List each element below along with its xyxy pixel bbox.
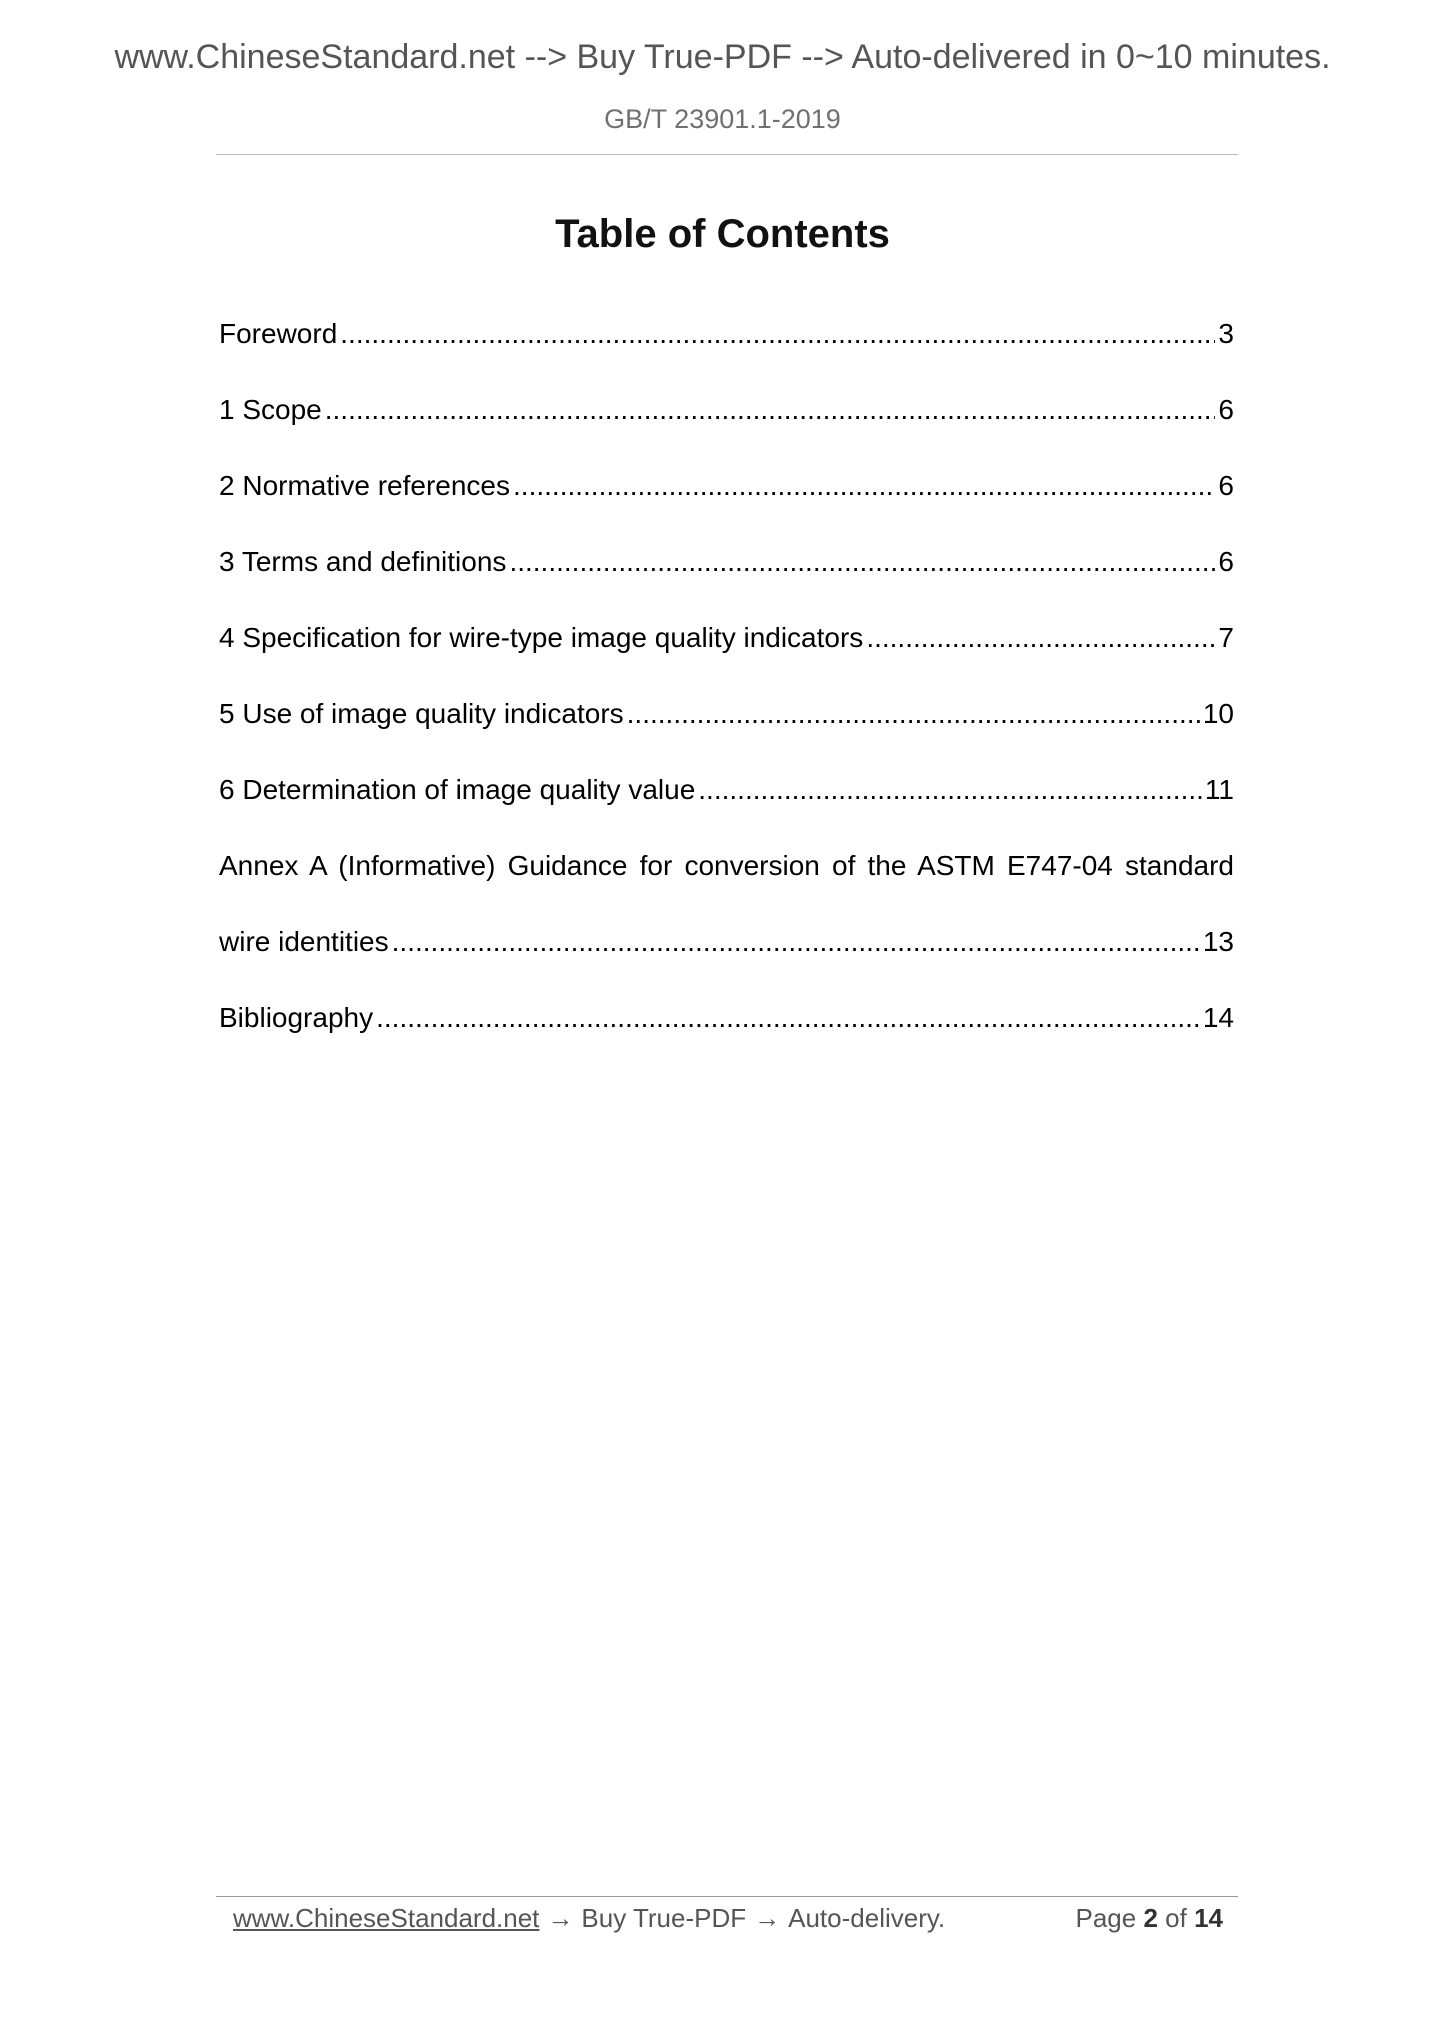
toc-entry-specification[interactable] xyxy=(219,618,1234,694)
page-word: Page xyxy=(1075,1903,1137,1933)
dot-leader xyxy=(509,542,1215,582)
toc-entry-label: 5 Use of image quality indicators xyxy=(219,698,624,729)
toc-entry-determination[interactable] xyxy=(219,770,1234,846)
toc-entry-terms-definitions[interactable] xyxy=(219,542,1234,618)
footer-site-link[interactable]: www.ChineseStandard.net xyxy=(233,1903,540,1933)
dot-leader xyxy=(698,770,1202,810)
toc-entry-page: 6 xyxy=(1218,394,1234,425)
footer-divider xyxy=(216,1896,1238,1897)
table-of-contents xyxy=(219,314,1234,1074)
page-footer xyxy=(233,1898,1223,1938)
toc-entry-use-of-iqi[interactable] xyxy=(219,694,1234,770)
toc-entry-label: 1 Scope xyxy=(219,394,322,425)
toc-entry-normative-references[interactable] xyxy=(219,466,1234,542)
footer-buy-text: Buy True-PDF xyxy=(581,1903,747,1933)
arrow-right-icon: → xyxy=(547,1903,574,1933)
toc-entry-label: 4 Specification for wire-type image quality indicators xyxy=(219,622,864,653)
dot-leader xyxy=(392,922,1200,962)
toc-entry-page: 11 xyxy=(1204,774,1234,805)
page-total: 14 xyxy=(1194,1903,1223,1933)
toc-entry-label: 2 Normative references xyxy=(219,470,511,501)
toc-entry-bibliography[interactable] xyxy=(219,998,1234,1074)
dot-leader xyxy=(627,694,1200,734)
toc-entry-page: 13 xyxy=(1202,926,1234,957)
arrow-right-icon: → xyxy=(754,1903,781,1933)
toc-entry-annex-a[interactable] xyxy=(219,846,1234,998)
page-title: Table of Contents xyxy=(555,212,890,256)
toc-entry-label: 6 Determination of image quality value xyxy=(219,774,696,805)
document-id: GB/T 23901.1-2019 xyxy=(604,104,841,134)
toc-entry-page: 7 xyxy=(1218,622,1234,653)
site-banner: www.ChineseStandard.net --> Buy True-PDF --> Auto-delivered in 0~10 minutes. xyxy=(114,38,1331,76)
header-divider xyxy=(216,154,1238,155)
toc-entry-page: 10 xyxy=(1202,698,1234,729)
footer-delivery-text: Auto-delivery. xyxy=(788,1903,946,1933)
toc-entry-scope[interactable] xyxy=(219,390,1234,466)
toc-entry-label: Foreword xyxy=(219,318,338,349)
toc-entry-page: 6 xyxy=(1218,470,1234,501)
toc-entry-page: 3 xyxy=(1218,318,1234,349)
dot-leader xyxy=(340,314,1215,354)
toc-entry-label-line2: wire identities xyxy=(219,926,389,957)
dot-leader xyxy=(325,390,1216,430)
toc-entry-label-line1: Annex A (Informative) Guidance for conversion of the ASTM E747-04 standard xyxy=(219,850,1234,881)
of-word: of xyxy=(1165,1903,1187,1933)
dot-leader xyxy=(376,998,1200,1038)
dot-leader xyxy=(513,466,1215,506)
toc-entry-page: 14 xyxy=(1202,1002,1234,1033)
toc-entry-page: 6 xyxy=(1218,546,1234,577)
page-indicator xyxy=(1075,1898,1223,1938)
toc-entry-label: Bibliography xyxy=(219,1002,374,1033)
toc-entry-label: 3 Terms and definitions xyxy=(219,546,507,577)
toc-entry-foreword[interactable] xyxy=(219,314,1234,390)
page-current: 2 xyxy=(1143,1903,1158,1933)
dot-leader xyxy=(866,618,1215,658)
